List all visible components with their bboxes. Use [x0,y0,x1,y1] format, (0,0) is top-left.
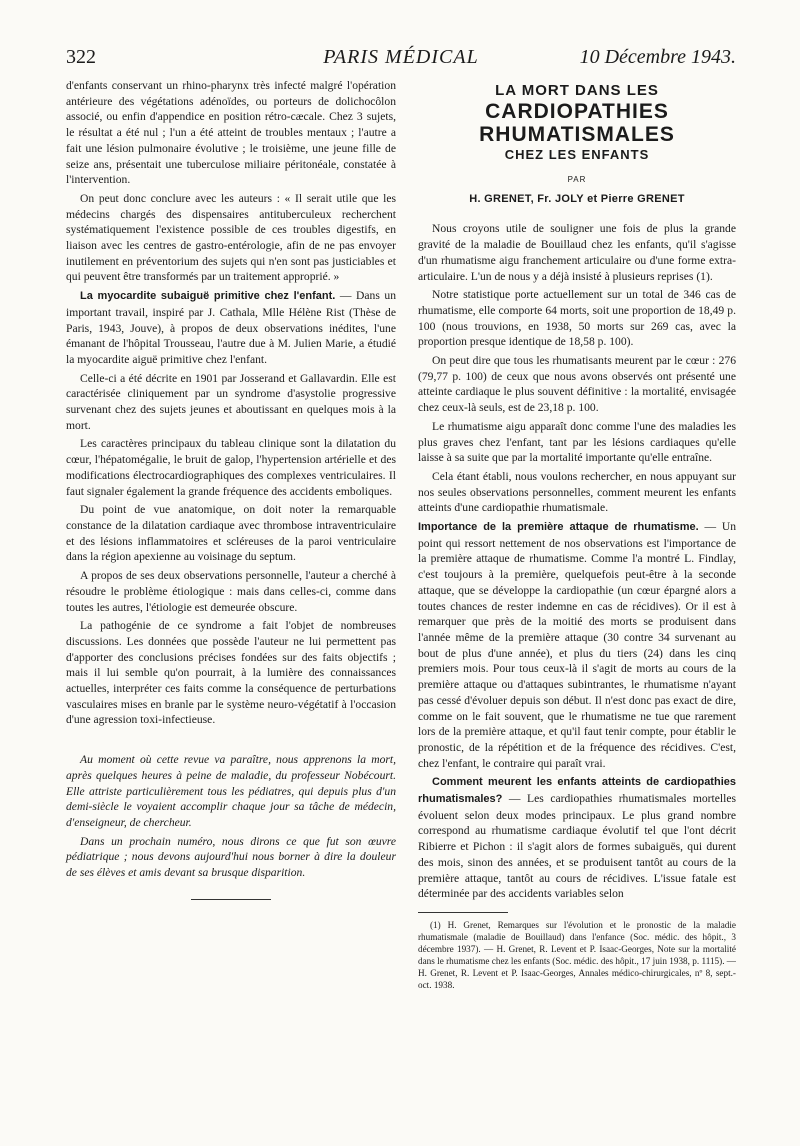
byline-par: PAR [567,175,587,184]
issue-date: 10 Décembre 1943. [579,46,736,68]
paragraph: d'enfants conservant un rhino-pharynx très infecté malgré l'opération antérieure des végétations adénoïdes, ou porteurs de dolichocôlon associé, ou enfin d'appendice en position rétro-cæcale. Chez 3 sujets, le résultat a été nul ; l'un a été atteint de troubles mentaux ; l'autre a fait une lésion pulmonaire évolutive ; le troisième, une jeune fille de seize ans, présentait une tuberculose miliaire péritonéale, constatée à l'intervention. [66,79,396,187]
paragraph: Du point de vue anatomique, on doit noter la remarquable constance de la dilatation cardiaque avec thrombose intraventriculaire et des lésions inflammatoires et scléreuses de la paroi ventriculaire dans la région apexienne au voisinage du septum. [66,503,396,564]
divider [191,899,271,900]
paragraph: La pathogénie de ce syndrome a fait l'objet de nombreuses discussions. Les données que possède l'auteur ne lui permettent pas d'apporter des conclusions précises fondées sur des faits objectifs ; mais il lui semble qu'on pourrait, à la lumière des connaissances actuelles, interpréter ces faits comme la conséquence de perturbations vasculaires mises en branle par le système neuro-végétatif à l'occasion d'une agression toxi-infectieuse. [66,619,396,727]
paragraph-myocarditis [66,288,396,368]
page-header [66,44,736,74]
obituary-note [66,752,396,881]
right-column [418,78,736,991]
article-title [418,82,736,164]
section-heading: Comment meurent les enfants atteints de cardiopathies rhumatismales? [418,776,736,806]
title-line: CARDIOPATHIES [485,100,669,123]
paragraph: Celle-ci a été décrite en 1901 par Josserand et Gallavardin. Elle est caractérisée cliniquement par un syndrome d'asystolie progressive survenant chez des sujets jeunes et aboutissant en quelques mois à la mort. [66,371,396,432]
paragraph-text: — Dans un important travail, inspiré par J. Cathala, Mlle Hélène Rist (Thèse de Paris, 1943, Jouve), à propos de deux observations inédites, l'une émanant de l'hôpital Trousseau, l'autre due à M. Julien Marie, a étudié la myocardite aiguë primitive chez l'enfant. [66,289,397,366]
obituary-paragraph: Dans un prochain numéro, nous dirons ce que fut son œuvre pédiatrique ; nous devons aujourd'hui nous borner à dire la douleur de ses élèves et amis devant sa brusque disparition. [66,834,396,880]
title-line: LA MORT DANS LES [495,82,659,99]
article-authors: H. GRENET, Fr. JOLY et Pierre GRENET [469,192,685,205]
paragraph: Nous croyons utile de souligner une fois de plus la grande gravité de la maladie de Bouillaud chez les enfants, qu'il s'agisse d'un rhumatisme aigu franchement articulaire ou d'une forme extra-articulaire. L'un de nous y a déjà insisté à plusieurs reprises (1). [418,222,736,283]
paragraph: Le rhumatisme aigu apparaît donc comme l'une des maladies les plus graves chez l'enfant, tant par les lésions cardiaques qu'elle laisse à sa suite que par la mortalité importante qu'elle entraîne. [418,419,736,465]
paragraph: On peut donc conclure avec les auteurs : « Il serait utile que les médecins chargés des dispensaires antituberculeux recherchent systématiquement l'existence possible de ces troubles digestifs, en liaison avec les centres de gastro-entérologie, afin de ne pas envoyer inutilement en préventorium des sujets qui n'en sont pas justiciables et qui peuvent être transformés par un traitement approprié. » [66,191,396,284]
page-number: 322 [66,46,96,68]
paragraph-first-attack [418,519,736,771]
section-heading: Importance de la première attaque de rhumatisme. [418,521,699,534]
journal-title: PARIS MÉDICAL [323,46,479,68]
paragraph: Notre statistique porte actuellement sur un total de 346 cas de rhumatisme, elle comporte 64 morts, soit une proportion de 18,49 p. 100 (nous trouvions, en 1938, 50 morts sur 269 cas, avec la proportion presque identique de 18,58 p. 100). [418,288,736,349]
paragraph: On peut dire que tous les rhumatisants meurent par le cœur : 276 (79,77 p. 100) de ceux que nous avons observés ont présenté une atteinte cardiaque le plus souvent définitive : la mortalité, envisagée chez ceux-là seuls, est de 23,18 p. 100. [418,354,736,415]
footnote-divider [418,912,508,913]
paragraph: Les caractères principaux du tableau clinique sont la dilatation du cœur, l'hépatomégalie, le bruit de galop, l'hypertension artérielle et des modifications électrocardiographiques des complexes ventriculaires. Il faut signaler également la grande fréquence des accidents emboliques. [66,437,396,498]
footnote: (1) H. Grenet, Remarques sur l'évolution et le pronostic de la maladie rhumatismale (maladie de Bouillaud) dans l'enfance (Soc. médic. des hôpit., 3 décembre 1937). — H. Grenet, R. Levent et P. Isaac-Georges, Note sur la mortalité dans le rhumatisme chez les enfants (Soc. médic. des hôpit., 17 juin 1938, p. 1115). — H. Grenet, R. Levent et P. Isaac-Georges, Annales médico-chirurgicales, nº 8, sept.-oct. 1938. [418,919,736,990]
title-line: RHUMATISMALES [479,123,675,146]
section-heading: La myocardite subaiguë primitive chez l'enfant. [80,290,336,303]
left-column [66,78,396,900]
obituary-paragraph: Au moment où cette revue va paraître, nous apprenons la mort, après quelques heures à peine de maladie, du professeur Nobécourt. Elle attriste particulièrement tous les pédiatres, qui depuis plus d'un demi-siècle le voyaient accomplir chaque jour sa tâche de médecin, d'enseigneur, de chercheur. [66,753,396,829]
paragraph-text: — Un point qui ressort nettement de nos observations est l'importance de la première attaque de rhumatisme. Comme l'a montré L. Findlay, c'est toujours à la première, quelquefois peut-être à la seconde attaque, que se développe la cardiopathie (un cœur épargné alors a toutes chances de rester indemne en cas de récidives). Or il est à remarquer que près de la moitié des morts se produisent dans l'année même de la première attaque (30 contre 34 survenant au bout de plus d'une année), et plus du tiers (24) dans les cinq premiers mois. Pour tous ceux-là il s'agit de morts au cours de la première attaque ou d'attaques subintrantes, le rhumatisme n'ayant pas cessé d'évoluer depuis son début. Il n'est donc pas exact de dire, comme on le fait souvent, que le rhumatisme ne tue que rarement lors de la première attaque, et qu'il faut tenir compte, pour établir le pronostic, de la répétition et de la fréquence des récidives. C'est, chez l'enfant, le contraire qui paraît vrai. [418,520,737,770]
title-line: CHEZ LES ENFANTS [504,147,650,162]
paragraph: A propos de ses deux observations personnelle, l'auteur a cherché à résoudre le problème étiologique : mais dans celles-ci, comme dans toutes les autres, l'étiologie est demeurée obscure. [66,569,396,614]
paragraph-how-they-die [418,774,736,902]
paragraph-text: — Les cardiopathies rhumatismales mortelles évoluent selon deux modes principaux. Le plus grand nombre correspond au rhumatisme cardiaque évolutif tel que l'ont décrit Ribierre et Pichon : il s'agit alors de formes subaiguës, qui durent des mois, sinon des années, et se produisent tantôt au cours de la première attaque, tantôt au cours de récidives. L'issue fatale est déterminée par des accidents variables selon [418,792,736,901]
paragraph: Cela étant établi, nous voulons rechercher, en nous appuyant sur nos seules observations personnelles, comment meurent les enfants atteints d'une cardiopathie rhumatismale. [418,469,736,515]
